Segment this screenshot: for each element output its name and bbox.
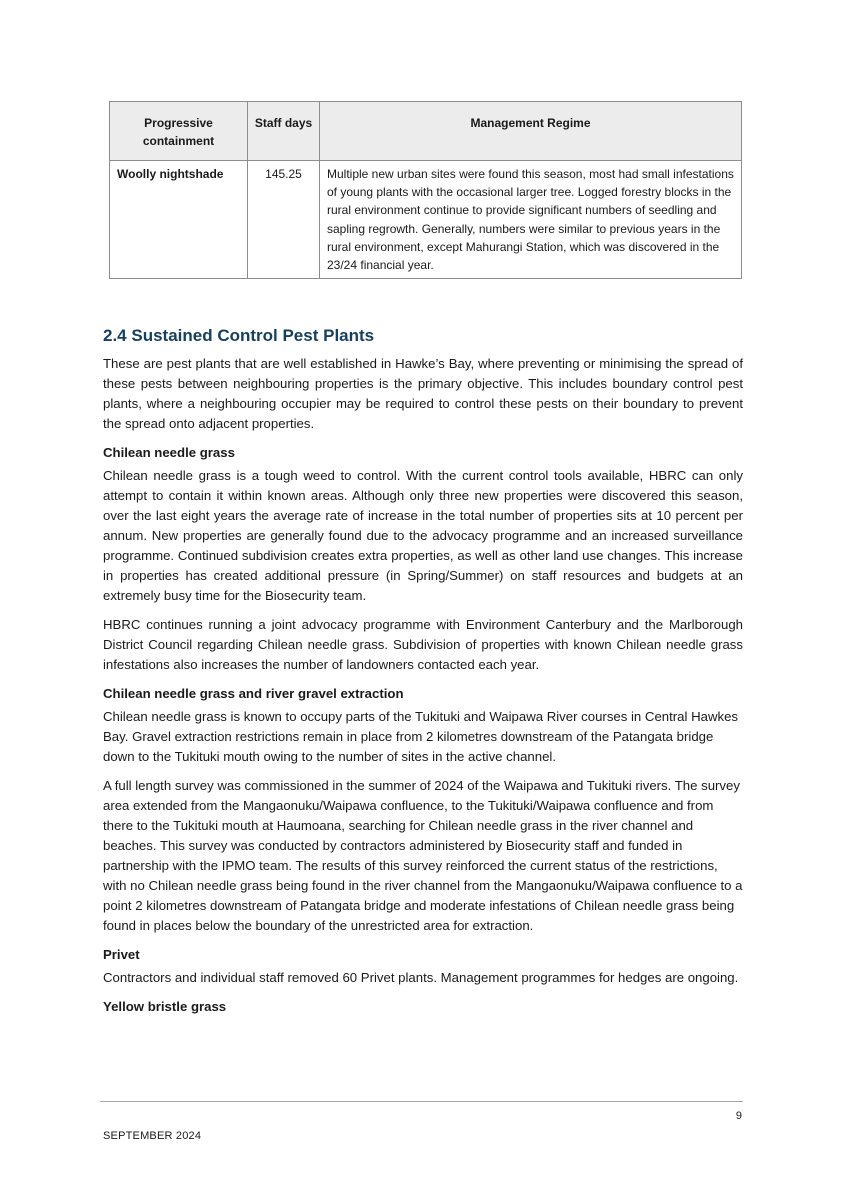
page-number: 9 — [735, 1110, 742, 1122]
management-regime-table — [109, 101, 742, 279]
footer-date: SEPTEMBER 2024 — [103, 1130, 202, 1142]
gravel-extraction-heading: Chilean needle grass and river gravel extraction — [103, 686, 404, 701]
footer-divider — [100, 1101, 743, 1102]
table-header-row — [110, 102, 742, 161]
chilean-needle-grass-heading: Chilean needle grass — [103, 445, 235, 460]
privet-paragraph: Contractors and individual staff removed 60 Privet plants. Management programmes for hedges are ongoing. — [103, 970, 739, 985]
header-progressive-containment: Progressive containment — [110, 102, 248, 161]
chilean-paragraph-2: HBRC continues running a joint advocacy programme with Environment Canterbury and the Marlborough District Council regarding Chilean needle grass. Subdivision of properties with known Chilean needle grass infestations also increases the number of landowners contacted each year. — [103, 617, 743, 672]
staff-days-cell: 145.25 — [248, 161, 320, 279]
regime-cell: Multiple new urban sites were found this season, most had small infestations of young plants with the occasional larger tree. Logged forestry blocks in the rural environment continue to provide significant numbers of seedling and sapling regrowth. Generally, numbers were similar to previous years in the rural environment, except Mahurangi Station, which was discovered in the 23/24 financial year. — [320, 161, 742, 279]
header-staff-days: Staff days — [248, 102, 320, 161]
privet-heading: Privet — [103, 947, 140, 962]
gravel-paragraph-1: Chilean needle grass is known to occupy parts of the Tukituki and Waipawa River courses in Central Hawkes Bay. Gravel extraction restrictions remain in place from 2 kilometres downstream of the Patangata bridge down to the Tukituki mouth owing to the number of sites in the active channel. — [103, 709, 739, 764]
table-row — [110, 161, 742, 279]
yellow-bristle-grass-heading: Yellow bristle grass — [103, 999, 227, 1014]
section-content — [103, 324, 743, 1020]
pest-name-cell: Woolly nightshade — [110, 161, 248, 279]
header-management-regime: Management Regime — [320, 102, 742, 161]
chilean-paragraph-1: Chilean needle grass is a tough weed to control. With the current control tools available, HBRC can only attempt to contain it within known areas. Although only three new properties were discovered this season, over the last eight years the average rate of increase in the total number of properties sits at 10 percent per annum. New properties are generally found due to the advocacy programme and an increased surveillance programme. Continued subdivision creates extra properties, as well as other land use changes. This increase in properties has created additional pressure (in Spring/Summer) on staff resources and budgets at an extremely busy time for the Biosecurity team. — [103, 468, 743, 603]
gravel-paragraph-2: A full length survey was commissioned in the summer of 2024 of the Waipawa and Tukituki rivers. The survey area extended from the Mangaonuku/Waipawa confluence, to the Tukituki/Waipawa confluence and from there to the Tukituki mouth at Haumoana, searching for Chilean needle grass in the river channel and beaches. This survey was conducted by contractors administered by Biosecurity staff and funded in partnership with the IPMO team. The results of this survey reinforced the current status of the restrictions, with no Chilean needle grass being found in the river channel from the Mangaonuku/Waipawa confluence to a point 2 kilometres downstream of Patangata bridge and moderate infestations of Chilean needle grass being found in places below the boundary of the unrestricted area for extraction. — [103, 778, 743, 933]
intro-paragraph: These are pest plants that are well established in Hawke’s Bay, where preventing or minimising the spread of these pests between neighbouring properties is the primary objective. This includes boundary control pest plants, where a neighbouring occupier may be required to control these pests on their boundary to prevent the spread onto adjacent properties. — [103, 356, 743, 431]
section-heading: 2.4 Sustained Control Pest Plants — [103, 326, 375, 345]
